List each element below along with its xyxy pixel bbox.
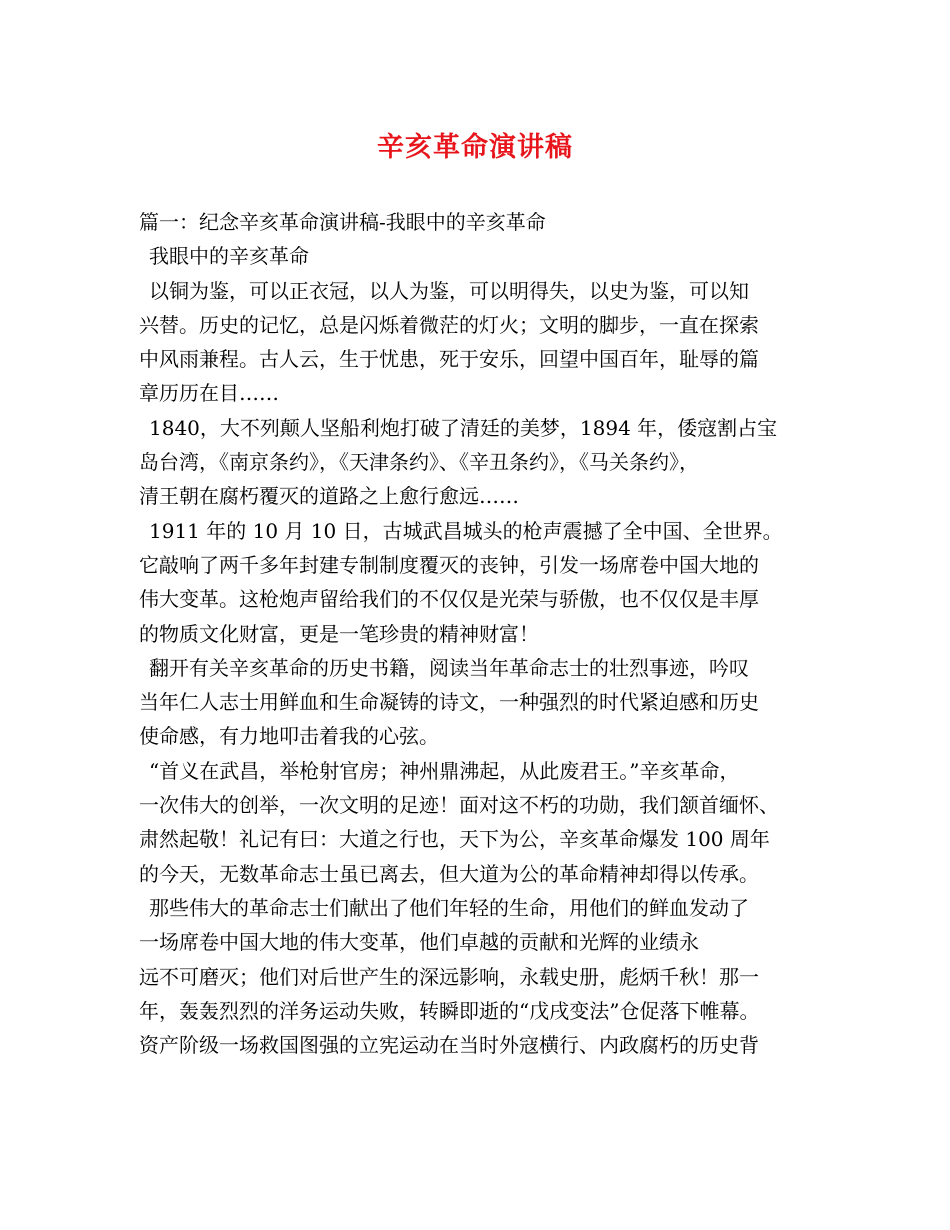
text-line: 的物质文化财富，更是一笔珍贵的精神财富！ xyxy=(139,621,539,646)
document-title: 辛亥革命演讲稿 xyxy=(377,132,573,163)
text-line: 肃然起敬！礼记有曰：大道之行也，天下为公，辛亥革命爆发 100 周年 xyxy=(139,827,770,852)
section-heading: 篇一：纪念辛亥革命演讲稿-我眼中的辛亥革命 xyxy=(139,210,546,234)
text-line: 兴替。历史的记忆，总是闪烁着微茫的灯火；文明的脚步，一直在探索 xyxy=(139,312,759,337)
text-line: 翻开有关辛亥革命的历史书籍，阅读当年革命志士的壮烈事迹，吟叹 xyxy=(149,655,749,680)
document-body xyxy=(139,205,839,1062)
text-line: 1911 年的 10 月 10 日，古城武昌城头的枪声震撼了全中国、全世界。 xyxy=(149,518,783,543)
text-line: 当年仁人志士用鲜血和生命凝铸的诗文，一种强烈的时代紧迫感和历史 xyxy=(139,690,759,715)
text-line: 一场席卷中国大地的伟大变革，他们卓越的贡献和光辉的业绩永 xyxy=(139,930,699,955)
subheading: 我眼中的辛亥革命 xyxy=(149,244,309,269)
text-line: 岛台湾，《南京条约》，《天津条约》、《辛丑条约》，《马关条约》， xyxy=(139,450,699,475)
text-line: 以铜为鉴，可以正衣冠，以人为鉴，可以明得失，以史为鉴，可以知 xyxy=(149,278,749,303)
text-line: 中风雨兼程。古人云，生于忧患，死于安乐，回望中国百年，耻辱的篇 xyxy=(139,347,759,372)
text-line: 那些伟大的革命志士们献出了他们年轻的生命，用他们的鲜血发动了 xyxy=(149,895,749,920)
text-line: 资产阶级一场救国图强的立宪运动在当时外寇横行、内政腐朽的历史背 xyxy=(139,1033,759,1058)
text-line: “首义在武昌，举枪射官房；神州鼎沸起，从此废君王。”辛亥革命， xyxy=(149,758,740,783)
text-line: 章历历在目…… xyxy=(139,381,279,406)
text-line: 的今天，无数革命志士虽已离去，但大道为公的革命精神却得以传承。 xyxy=(139,861,759,886)
text-line: 远不可磨灭；他们对后世产生的深远影响，永载史册，彪炳千秋！那一 xyxy=(139,964,759,989)
text-line: 清王朝在腐朽覆灭的道路之上愈行愈远…… xyxy=(139,484,519,509)
text-line: 伟大变革。这枪炮声留给我们的不仅仅是光荣与骄傲，也不仅仅是丰厚 xyxy=(139,587,759,612)
text-line: 它敲响了两千多年封建专制制度覆灭的丧钟，引发一场席卷中国大地的 xyxy=(139,552,759,577)
text-line: 使命感，有力地叩击着我的心弦。 xyxy=(139,724,439,749)
text-line: 年，轰轰烈烈的洋务运动失败，转瞬即逝的“戊戌变法”仓促落下帷幕。 xyxy=(139,998,760,1023)
text-line: 1840，大不列颠人坚船利炮打破了清廷的美梦，1894 年，倭寇割占宝 xyxy=(149,415,778,440)
text-line: 一次伟大的创举，一次文明的足迹！面对这不朽的功勋，我们颔首缅怀、 xyxy=(139,793,779,818)
